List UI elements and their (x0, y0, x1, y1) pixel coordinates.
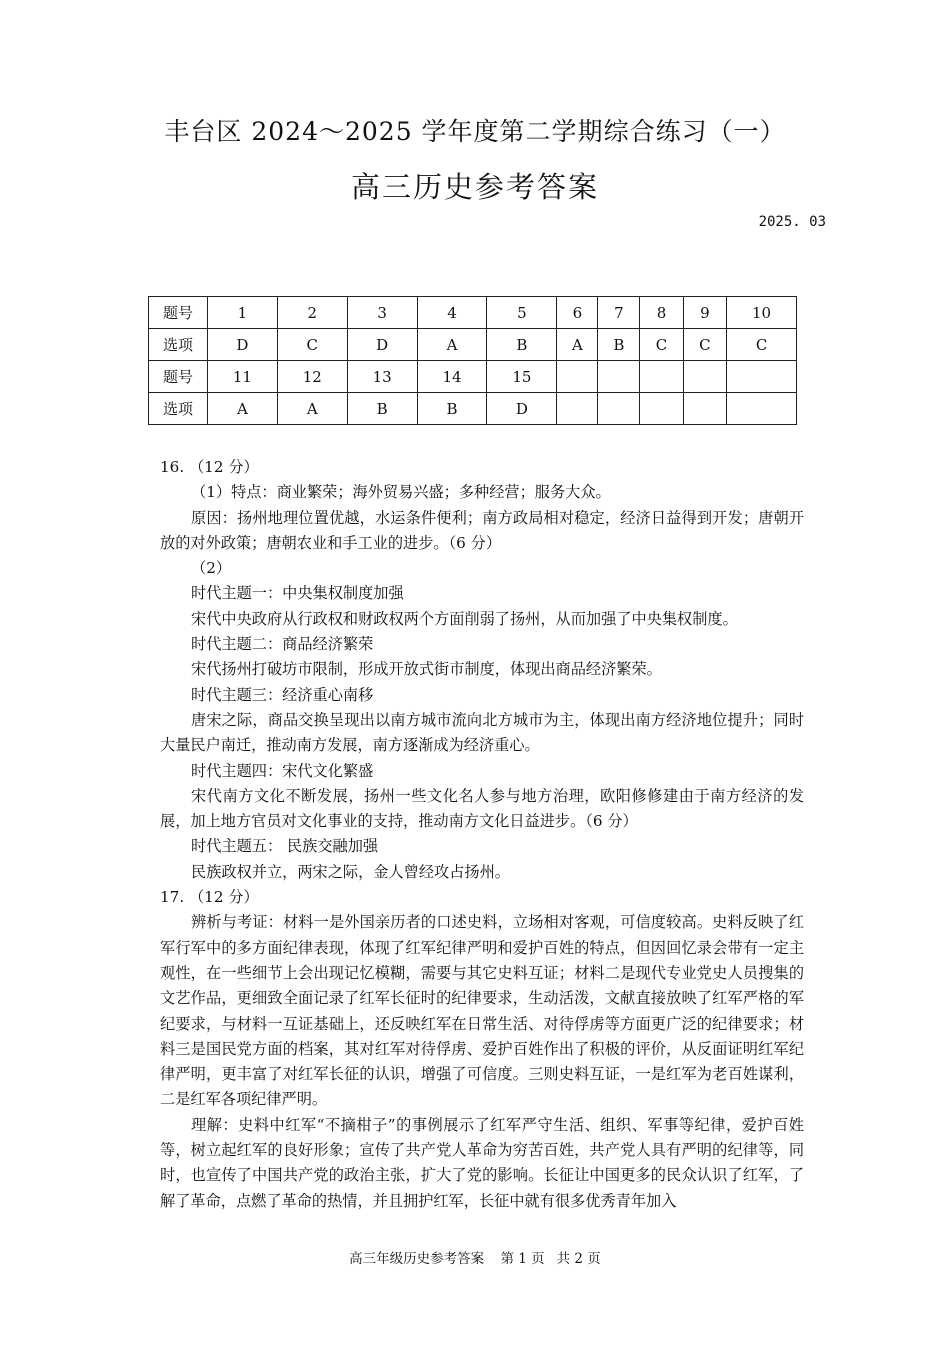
table-cell: B (598, 329, 640, 361)
table-cell (598, 361, 640, 393)
table-cell: C (727, 329, 797, 361)
answer-body (160, 455, 804, 1214)
table-cell: B (347, 393, 417, 425)
answer-paragraph: 辨析与考证：材料一是外国亲历者的口述史料，立场相对客观，可信度较高。史料反映了红军行军中的多方面纪律表现，体现了红军纪律严明和爱护百姓的特点，但因回忆录会带有一定主观性，在一些细节上会出现记忆模糊，需要与其它史料互证；材料二是现代专业党史人员搜集的文艺作品，更细致全面记录了红军长征时的纪律要求，生动活泼，文献直接放映了红军严格的军纪要求，与材料一互证基础上，还反映红军在日常生活、对待俘虏等方面更广泛的纪律要求；材料三是国民党方面的档案，其对红军对待俘虏、爱护百姓作出了积极的评价，从反面证明红军纪律严明，更丰富了对红军长征的认识，增强了可信度。三则史料互证，一是红军为老百姓谋利，二是红军各项纪律严明。 (160, 913, 804, 1109)
table-cell (727, 361, 797, 393)
table-row (149, 361, 797, 393)
answer-table (148, 296, 797, 425)
document-date: 2025. 03 (758, 214, 826, 230)
table-cell: A (557, 329, 598, 361)
theme-heading: 时代主题三：经济重心南移 (191, 685, 374, 704)
table-cell: 9 (683, 297, 726, 329)
table-cell: C (683, 329, 726, 361)
theme-heading: 时代主题二：商品经济繁荣 (191, 635, 374, 654)
table-cell: 15 (487, 361, 557, 393)
table-cell: 4 (417, 297, 487, 329)
document-subtitle: 高三历史参考答案 (350, 170, 599, 204)
table-cell: B (487, 329, 557, 361)
table-cell (727, 393, 797, 425)
footer-label: 高三年级历史参考答案 (349, 1251, 485, 1267)
table-cell: 题号 (149, 297, 208, 329)
table-cell: 3 (347, 297, 417, 329)
table-cell: 2 (277, 297, 347, 329)
table-cell: A (417, 329, 487, 361)
answer-paragraph: 原因：扬州地理位置优越，水运条件便利；南方政局相对稳定，经济日益得到开发；唐朝开放的对外政策；唐朝农业和手工业的进步。（6 分） (160, 508, 804, 552)
table-cell (557, 361, 598, 393)
table-cell: 10 (727, 297, 797, 329)
page-total: 共 2 页 (556, 1251, 601, 1267)
table-cell: 选项 (149, 329, 208, 361)
table-cell: 8 (640, 297, 683, 329)
table-cell: B (417, 393, 487, 425)
table-cell (557, 393, 598, 425)
page-number: 第 1 页 (500, 1251, 545, 1267)
table-cell: D (487, 393, 557, 425)
answer-paragraph: 宋代中央政府从行政权和财政权两个方面削弱了扬州，从而加强了中央集权制度。 (191, 609, 738, 628)
table-cell: 5 (487, 297, 557, 329)
table-cell: 11 (208, 361, 278, 393)
answer-paragraph: 唐宋之际，商品交换呈现出以南方城市流向北方城市为主，体现出南方经济地位提升；同时大量民户南迁，推动南方发展，南方逐渐成为经济重心。 (160, 710, 804, 755)
table-cell: 6 (557, 297, 598, 329)
table-cell: 12 (277, 361, 347, 393)
table-cell: 13 (347, 361, 417, 393)
table-row (149, 329, 797, 361)
table-cell: 选项 (149, 393, 208, 425)
table-row (149, 393, 797, 425)
theme-heading: 时代主题四：宋代文化繁盛 (191, 761, 374, 780)
table-cell: A (208, 393, 278, 425)
answer-paragraph: 理解：史料中红军“不摘柑子”的事例展示了红军严守生活、组织、军事等纪律，爱护百姓等，树立起红军的良好形象；宣传了共产党人革命为穷苦百姓，共产党人具有严明的纪律等，同时，也宣传了中国共产党的政治主张，扩大了党的影响。长征让中国更多的民众认识了红军，了解了革命，点燃了革命的热情，并且拥护红军，长征中就有很多优秀青年加入 (160, 1115, 804, 1210)
answer-paragraph: 宋代扬州打破坊市限制，形成开放式街市制度，体现出商品经济繁荣。 (191, 660, 662, 679)
table-cell: 14 (417, 361, 487, 393)
theme-heading: 时代主题五： 民族交融加强 (191, 837, 379, 856)
table-cell: 1 (208, 297, 278, 329)
table-cell: C (640, 329, 683, 361)
table-cell: A (277, 393, 347, 425)
table-cell (640, 393, 683, 425)
page-footer (0, 1247, 950, 1267)
table-cell: D (347, 329, 417, 361)
table-cell: D (208, 329, 278, 361)
question-heading: 16. （12 分） (160, 458, 259, 476)
table-cell: 7 (598, 297, 640, 329)
table-row (149, 297, 797, 329)
table-cell: C (277, 329, 347, 361)
theme-heading: 时代主题一：中央集权制度加强 (191, 584, 404, 603)
table-cell (683, 393, 726, 425)
table-cell (683, 361, 726, 393)
answer-paragraph: （2） (191, 559, 232, 578)
table-cell (640, 361, 683, 393)
document-title: 丰台区 2024～2025 学年度第二学期综合练习（一） (164, 117, 786, 146)
answer-paragraph: 民族政权并立，两宋之际，金人曾经攻占扬州。 (191, 862, 510, 881)
table-cell (598, 393, 640, 425)
table-cell: 题号 (149, 361, 208, 393)
answer-paragraph: 宋代南方文化不断发展，扬州一些文化名人参与地方治理，欧阳修修建由于南方经济的发展，加上地方官员对文化事业的支持，推动南方文化日益进步。（6 分） (160, 786, 804, 831)
question-heading: 17. （12 分） (160, 888, 259, 907)
answer-paragraph: （1）特点：商业繁荣；海外贸易兴盛；多种经营；服务大众。 (191, 483, 611, 502)
